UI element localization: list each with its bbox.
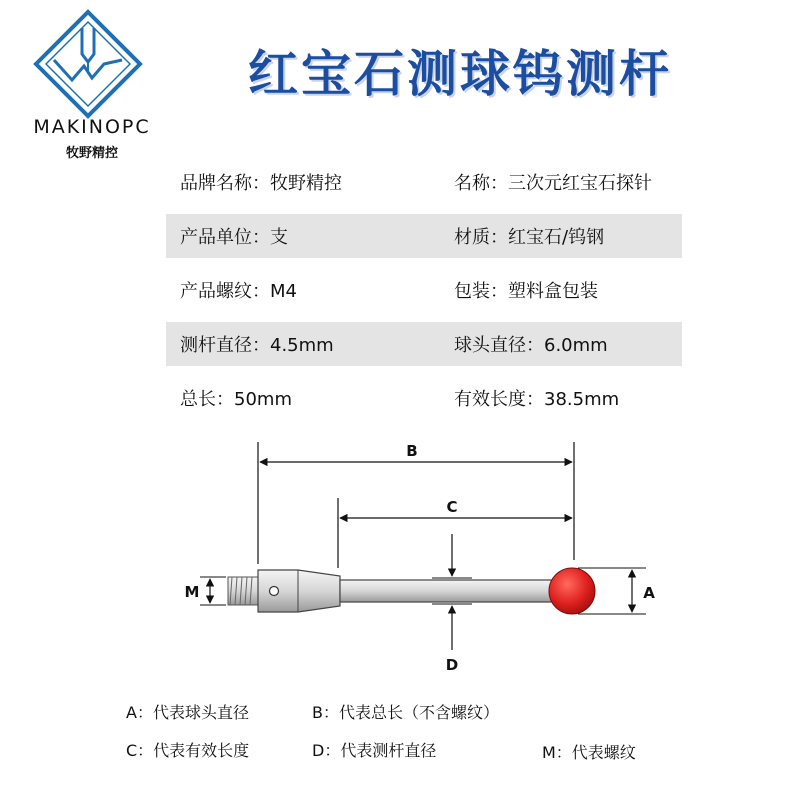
legend-d: D：代表测杆直径: [312, 741, 437, 760]
legend-b: B：代表总长（不含螺纹）: [312, 703, 499, 722]
legend-m: M：代表螺纹: [542, 743, 636, 762]
brand-name-en: MAKINOPC: [33, 116, 151, 138]
spec-unit: 产品单位：支: [180, 227, 288, 248]
spec-row: [166, 322, 682, 366]
dimension-label-b: B: [406, 442, 418, 460]
ruby-ball: [549, 568, 595, 614]
spec-brand: 品牌名称：牧野精控: [180, 173, 342, 194]
spec-packaging: 包装：塑料盒包装: [454, 281, 598, 302]
spec-name: 名称：三次元红宝石探针: [454, 173, 652, 194]
dimension-label-m: M: [184, 583, 200, 601]
dimension-label-c: C: [446, 498, 458, 516]
spec-row: [166, 268, 682, 312]
spec-effective-length: 有效长度：38.5mm: [454, 389, 620, 410]
page-title: 红宝石测球钨测杆: [248, 44, 672, 103]
spec-row: [166, 160, 682, 204]
diamond-logo-icon: [32, 8, 144, 120]
thread: [228, 577, 258, 605]
legend-a: A：代表球头直径: [126, 703, 249, 722]
spec-row: [166, 214, 682, 258]
spec-row: [166, 376, 682, 420]
legend-c: C：代表有效长度: [126, 741, 250, 760]
spec-total-length: 总长：50mm: [180, 389, 292, 410]
dimension-label-a: A: [643, 584, 655, 602]
spec-material: 材质：红宝石/钨钢: [454, 227, 605, 248]
spec-ball-diameter: 球头直径：6.0mm: [454, 335, 608, 356]
stylus-diagram: [170, 430, 670, 690]
brand-name-cn: 牧野精控: [65, 146, 118, 161]
dimension-label-d: D: [445, 656, 459, 674]
spec-thread: 产品螺纹：M4: [180, 281, 297, 302]
stylus-stem: [340, 580, 554, 602]
spec-stem-diameter: 测杆直径：4.5mm: [180, 335, 334, 356]
